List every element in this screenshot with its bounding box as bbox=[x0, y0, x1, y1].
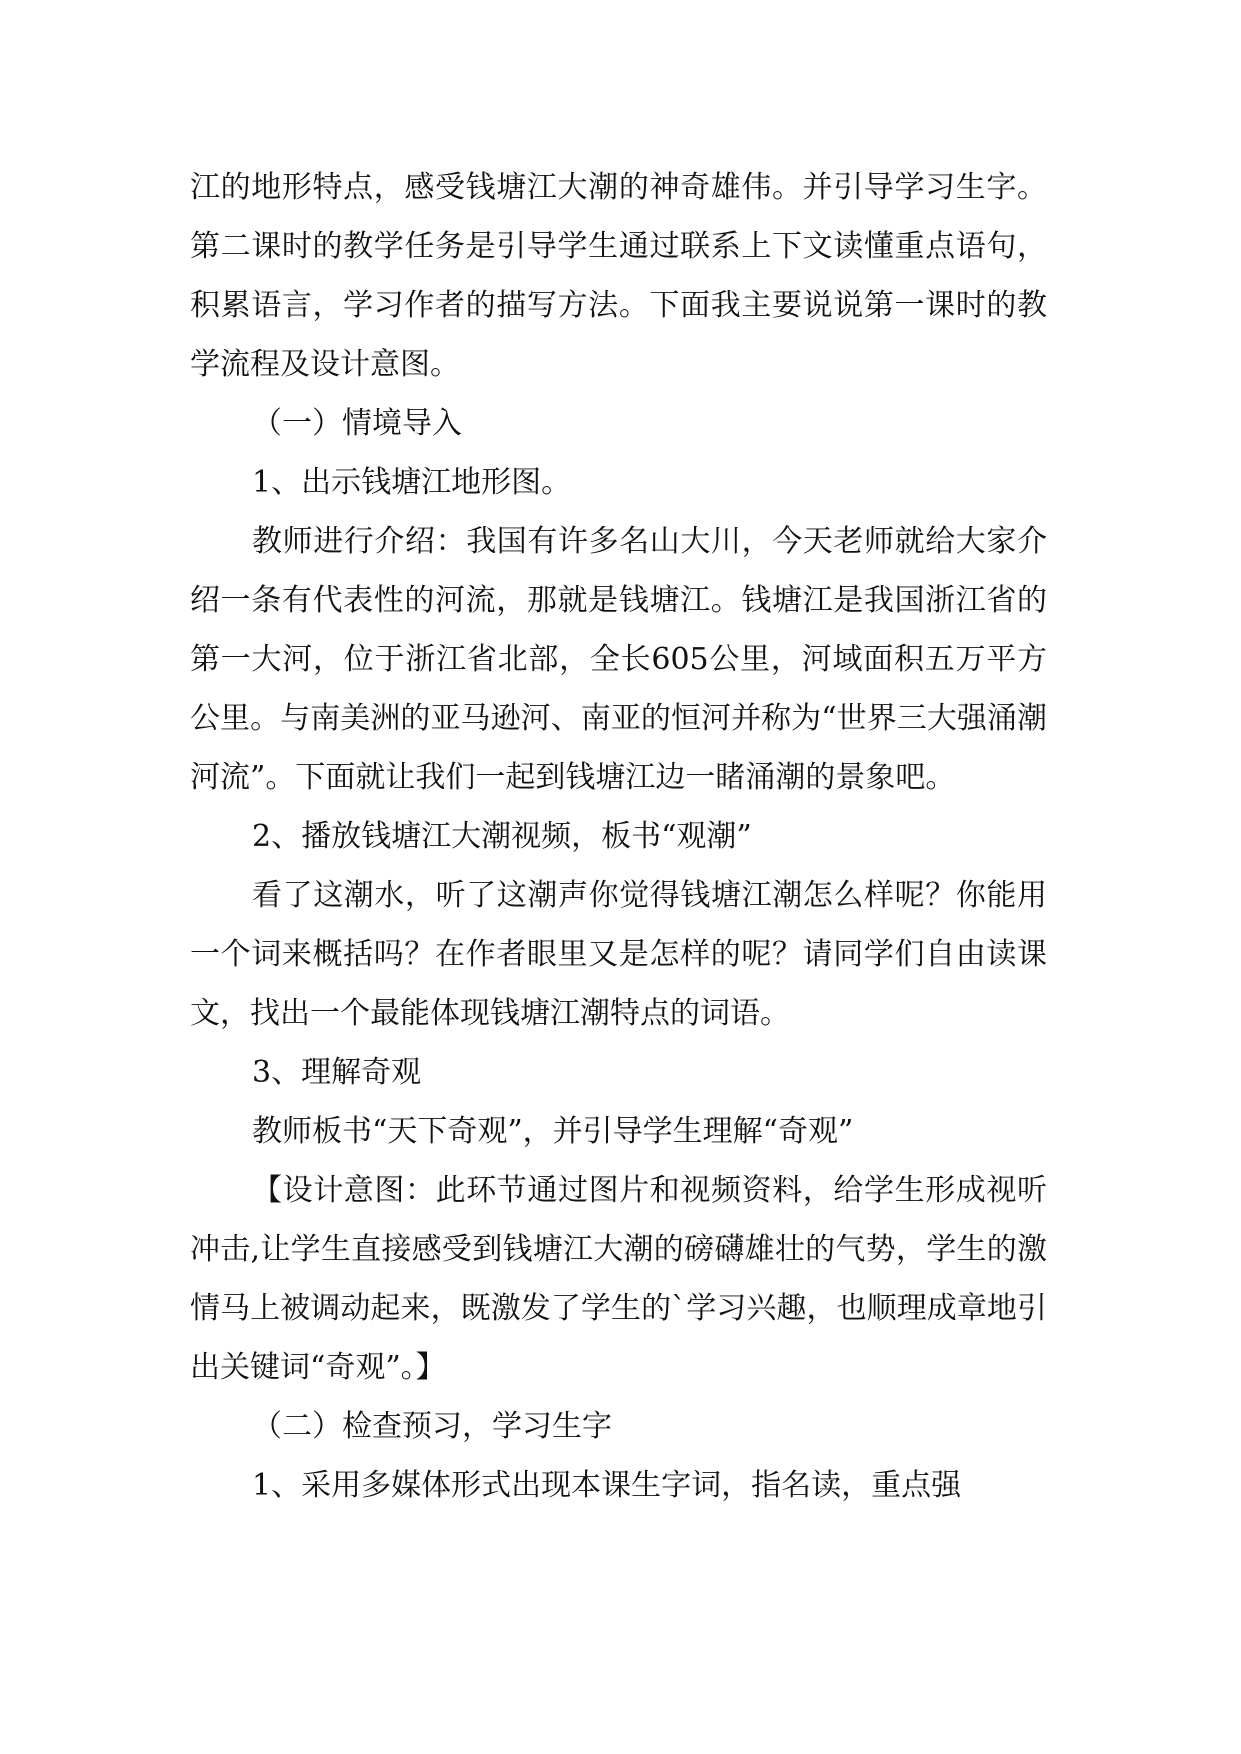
paragraph-questions: 看了这潮水，听了这潮声你觉得钱塘江潮怎么样呢？你能用一个词来概括吗？在作者眼里又是怎样的呢？请同学们自由读课文，找出一个最能体现钱塘江潮特点的词语。 bbox=[190, 878, 1047, 1031]
paragraph-continuation: 江的地形特点，感受钱塘江大潮的神奇雄伟。并引导学习生字。第二课时的教学任务是引导学生通过联系上下文读懂重点语句，积累语言，学习作者的描写方法。下面我主要说说第一课时的教学流程及设计意图。 bbox=[190, 170, 1047, 382]
step-understand-wonder: 3、理解奇观 bbox=[252, 1055, 422, 1090]
step-multimedia-words: 1、采用多媒体形式出现本课生字词，指名读，重点强 bbox=[252, 1468, 962, 1503]
step-show-map: 1、出示钱塘江地形图。 bbox=[252, 465, 572, 500]
paragraph-board-writing: 教师板书“天下奇观”，并引导学生理解“奇观” bbox=[252, 1114, 854, 1149]
paragraph-teacher-intro: 教师进行介绍：我国有许多名山大川，今天老师就给大家介绍一条有代表性的河流，那就是钱塘江。钱塘江是我国浙江省的第一大河，位于浙江省北部，全长605公里，河域面积五万平方公里。与南美洲的亚马逊河、南亚的恒河并称为“世界三大强涌潮河流”。下面就让我们一起到钱塘江边一睹涌潮的景象吧。 bbox=[190, 524, 1047, 795]
step-play-video: 2、播放钱塘江大潮视频，板书“观潮” bbox=[252, 819, 752, 854]
section-heading-preview-check: （二）检查预习，学习生字 bbox=[252, 1409, 612, 1444]
document-page bbox=[190, 158, 1047, 1515]
paragraph-design-intent: 【设计意图：此环节通过图片和视频资料，给学生形成视听冲击,让学生直接感受到钱塘江大潮的磅礴雄壮的气势，学生的激情马上被调动起来，既激发了学生的`学习兴趣，也顺理成章地引出关键词“奇观”。】 bbox=[190, 1173, 1047, 1385]
section-heading-situation-intro: （一）情境导入 bbox=[252, 406, 462, 441]
